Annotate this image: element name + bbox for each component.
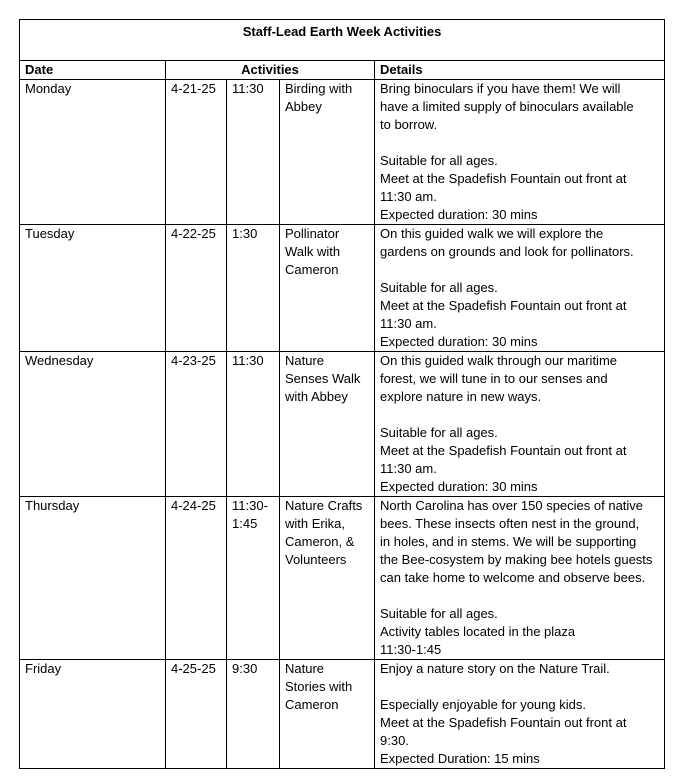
details-info-lines [380,696,659,768]
activity-line: with Abbey [285,389,348,404]
table-row [20,80,665,225]
details-info-line: 9:30. [380,733,409,748]
activity-line: Stories with [285,679,353,694]
details-intro-line: to borrow. [380,117,438,132]
details-info-line: 11:30-1:45 [380,642,442,657]
date-cell: 4-21-25 [166,80,227,225]
time-lines [232,497,274,533]
details-intro-line: in holes, and in stems. We will be supporting [380,534,637,549]
details-cell [375,352,665,497]
activity-line: Nature Crafts [285,498,363,513]
header-activities: Activities [166,61,375,80]
time-lines [232,660,274,678]
activity-cell [280,80,375,225]
details-cell [375,80,665,225]
table-row [20,352,665,497]
details-info-line: Meet at the Spadefish Fountain out front at [380,171,627,186]
details-info-line: Activity tables located in the plaza [380,624,576,639]
activity-line: Senses Walk [285,371,361,386]
activity-line: Abbey [285,99,322,114]
details-info-line: Suitable for all ages. [380,606,498,621]
activity-lines [285,660,369,714]
activity-cell [280,497,375,660]
paragraph-spacer [380,678,659,696]
activity-cell [280,352,375,497]
details-intro-lines [380,497,659,587]
time-line: 11:30 [232,353,264,368]
time-lines [232,80,274,98]
time-lines [232,225,274,243]
details-intro-line: can take home to welcome and observe bees. [380,570,646,585]
time-cell [227,225,280,352]
details-cell [375,497,665,660]
activity-lines [285,80,369,116]
time-line: 1:45 [232,516,258,531]
time-lines [232,352,274,370]
table-row [20,497,665,660]
activity-rows [20,80,665,769]
activity-line: Cameron, & [285,534,355,549]
activity-line: with Erika, [285,516,345,531]
details-info-line: Expected duration: 30 mins [380,479,538,494]
details-info-line: Especially enjoyable for young kids. [380,697,586,712]
activity-line: Nature [285,353,325,368]
activity-lines [285,352,369,406]
details-intro-line: North Carolina has over 150 species of native [380,498,644,513]
paragraph-spacer [380,587,659,605]
details-info-line: Suitable for all ages. [380,425,498,440]
details-info-line: Expected Duration: 15 mins [380,751,540,766]
details-info-lines [380,279,659,351]
time-cell [227,80,280,225]
details-intro-line: explore nature in new ways. [380,389,542,404]
details-intro-line: On this guided walk through our maritime [380,353,618,368]
date-cell: 4-24-25 [166,497,227,660]
details-intro-lines [380,660,659,678]
activity-cell [280,225,375,352]
details-cell [375,660,665,769]
date-cell: 4-25-25 [166,660,227,769]
details-info-lines [380,152,659,224]
time-line: 1:30 [232,226,258,241]
activity-cell [280,660,375,769]
time-cell [227,660,280,769]
details-info-line: 11:30 am. [380,461,437,476]
details-intro-line: bees. These insects often nest in the ground, [380,516,640,531]
date-cell: 4-23-25 [166,352,227,497]
time-line: 11:30 [232,81,264,96]
details-info-line: Meet at the Spadefish Fountain out front at [380,443,627,458]
time-cell [227,352,280,497]
activity-line: Birding with [285,81,353,96]
header-date: Date [20,61,166,80]
details-intro-line: On this guided walk we will explore the [380,226,604,241]
details-intro-line: gardens on grounds and look for pollinators. [380,244,634,259]
details-info-line: Expected duration: 30 mins [380,207,538,222]
activity-line: Cameron [285,262,339,277]
day-cell: Tuesday [20,225,166,352]
details-intro-line: Bring binoculars if you have them! We will [380,81,621,96]
paragraph-spacer [380,261,659,279]
day-cell: Wednesday [20,352,166,497]
activities-table [19,19,665,769]
details-intro-lines [380,80,659,134]
details-info-lines [380,424,659,496]
time-line: 9:30 [232,661,258,676]
details-cell [375,225,665,352]
activity-line: Walk with [285,244,341,259]
date-cell: 4-22-25 [166,225,227,352]
activity-line: Nature [285,661,325,676]
activity-line: Cameron [285,697,339,712]
details-intro-line: have a limited supply of binoculars available [380,99,634,114]
title-row [20,20,665,61]
day-cell: Thursday [20,497,166,660]
paragraph-spacer [380,406,659,424]
details-info-line: Suitable for all ages. [380,280,498,295]
activity-line: Volunteers [285,552,347,567]
time-cell [227,497,280,660]
table-row [20,660,665,769]
details-info-line: 11:30 am. [380,316,437,331]
activity-line: Pollinator [285,226,340,241]
activity-lines [285,497,369,569]
table-title: Staff-Lead Earth Week Activities [20,20,665,61]
details-info-lines [380,605,659,659]
header-row [20,61,665,80]
day-cell: Monday [20,80,166,225]
table-row [20,225,665,352]
details-intro-lines [380,225,659,261]
day-cell: Friday [20,660,166,769]
details-intro-lines [380,352,659,406]
header-details: Details [375,61,665,80]
details-info-line: Suitable for all ages. [380,153,498,168]
details-info-line: Meet at the Spadefish Fountain out front at [380,715,627,730]
time-line: 11:30- [232,498,268,513]
details-info-line: 11:30 am. [380,189,437,204]
details-intro-line: the Bee-cosystem by making bee hotels guests [380,552,653,567]
details-intro-line: Enjoy a nature story on the Nature Trail. [380,661,610,676]
details-info-line: Expected duration: 30 mins [380,334,538,349]
paragraph-spacer [380,134,659,152]
activity-lines [285,225,369,279]
details-intro-line: forest, we will tune in to our senses and [380,371,608,386]
details-info-line: Meet at the Spadefish Fountain out front at [380,298,627,313]
